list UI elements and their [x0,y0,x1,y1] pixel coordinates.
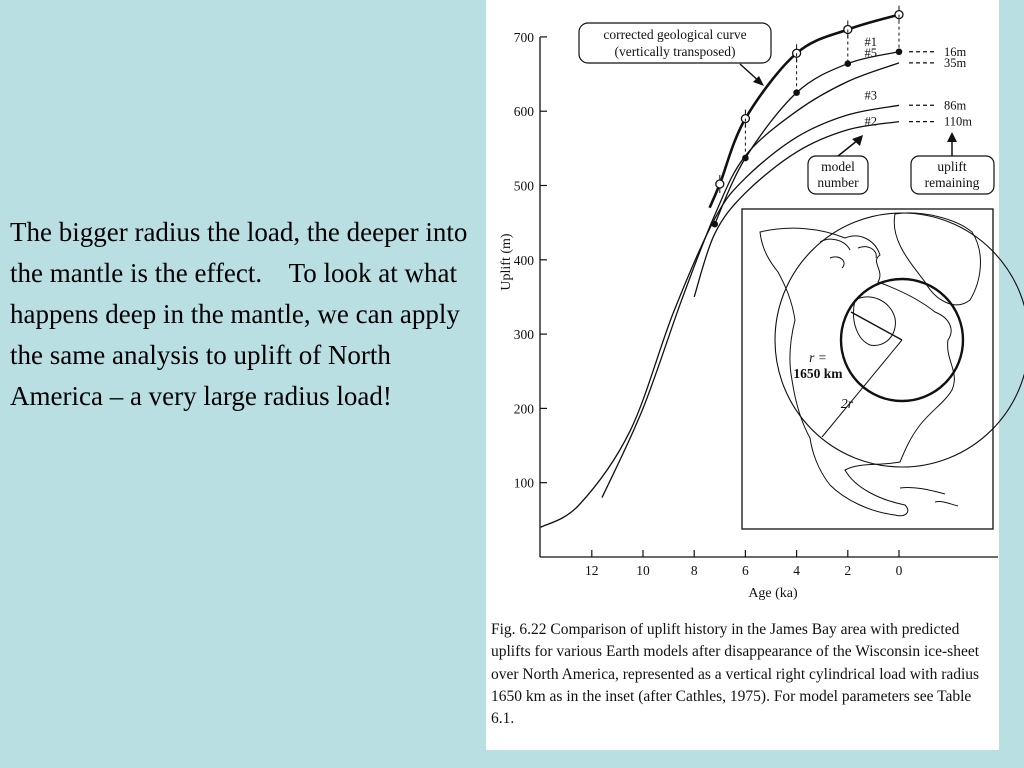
y-tick-label: 100 [513,475,534,491]
model-callout-line1: model [821,159,855,174]
x-tick-label: 2 [844,563,852,578]
remaining-value-model-3: 86m [944,98,967,113]
x-axis-label: Age (ka) [748,586,798,601]
remaining-value-model-1: 16m [944,44,967,59]
x-tick-label: 4 [793,563,800,578]
x-tick-label: 8 [690,563,698,578]
series-label-model-2: #2 [864,114,877,129]
radius-label-line1: r = [809,350,827,365]
model-callout-arrow [838,140,858,156]
outer-radius-label: 2r [840,397,854,412]
y-tick-label: 600 [513,104,534,120]
x-tick-label: 10 [636,563,650,578]
remaining-value-model-2: 110m [944,114,973,129]
remaining-callout-line2: remaining [924,175,980,190]
remaining-layer [909,45,972,129]
y-axis-label: Uplift (m) [499,233,514,291]
radius-label-line2: 1650 km [793,366,843,381]
remaining-callout-arrowhead [947,132,957,142]
series-label-model-3: #3 [864,88,877,103]
x-tick-label: 12 [585,563,599,578]
series-label-model-5: #5 [864,45,877,60]
remaining-callout-line1: uplift [937,159,967,174]
remaining-value-model-5: 35m [944,55,967,70]
y-tick-label: 500 [513,178,534,194]
geological-point [716,180,724,188]
x-ticks [585,550,903,578]
model-callout-line2: number [817,175,859,190]
y-tick-label: 300 [513,327,534,343]
figure-caption: Fig. 6.22 Comparison of uplift history in the James Bay area with predicted uplifts for various Earth models after disappearance of the Wisconsin ice-sheet over North America, represented as a vertical right cylindrical load with radius 1650 km as in the inset (after Cathles, 1975). For model parameters see Table 6.1. [491,621,980,728]
slide-body-text: The bigger radius the load, the deeper into the mantle is the effect. To look at what happens deep in the mantle, we can apply the same analysis to uplift of North America – a very large radius load! [10,217,475,411]
y-tick-label: 700 [513,29,534,45]
y-ticks [514,30,547,491]
y-tick-label: 200 [513,401,534,417]
series-label-model-1: #1 [864,34,877,49]
curve-callout-line1: corrected geological curve [603,27,747,42]
inset-map [742,209,1024,529]
x-tick-label: 0 [895,563,903,578]
x-tick-label: 6 [742,563,749,578]
curve-callout-line2: (vertically transposed) [614,44,736,59]
series-line-model-1 [715,52,899,224]
y-tick-label: 400 [513,252,534,268]
model-point [711,221,718,228]
